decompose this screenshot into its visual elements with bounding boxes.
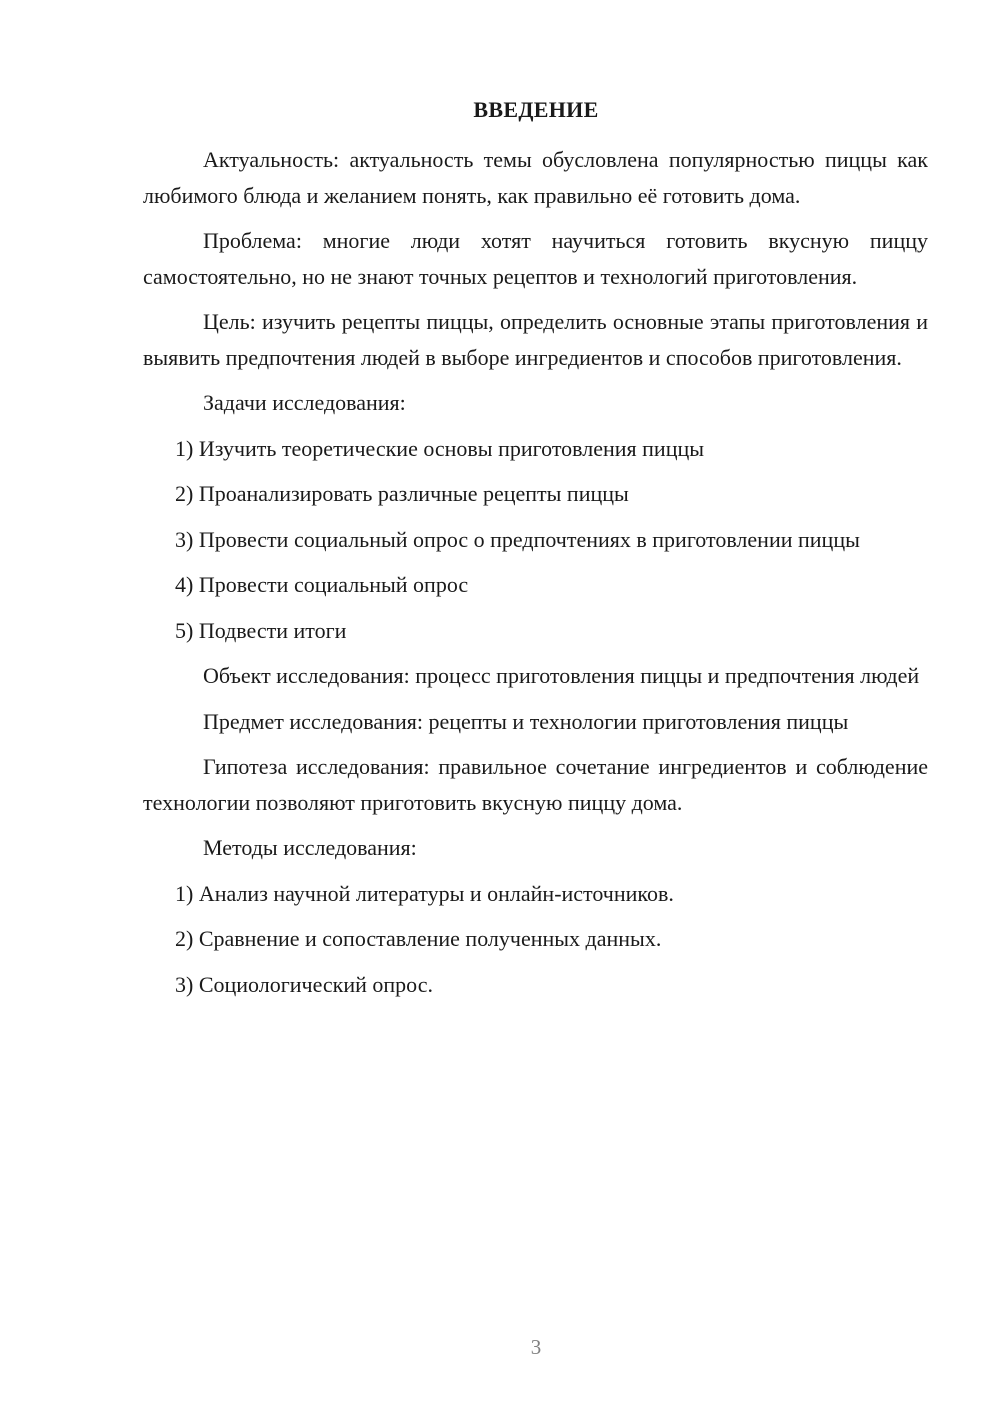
method-item: 2) Сравнение и сопоставление полученных данных.: [175, 926, 662, 951]
tasks-heading: Задачи исследования:: [203, 390, 406, 415]
methods-heading: Методы исследования:: [203, 835, 417, 860]
relevance-paragraph: Актуальность: актуальность темы обусловлена популярностью пиццы как любимого блюда и желанием понять, как правильно её готовить дома.: [143, 147, 928, 208]
task-item: 4) Провести социальный опрос: [175, 572, 469, 597]
hypothesis-paragraph: Гипотеза исследования: правильное сочетание ингредиентов и соблюдение технологии позволяют приготовить вкусную пиццу дома.: [143, 754, 928, 815]
task-item: 2) Проанализировать различные рецепты пиццы: [175, 481, 629, 506]
task-item: 1) Изучить теоретические основы приготовления пиццы: [175, 435, 705, 461]
page-number: 3: [530, 1335, 542, 1359]
goal-paragraph: Цель: изучить рецепты пиццы, определить основные этапы приготовления и выявить предпочтения людей в выборе ингредиентов и способов приготовления.: [143, 309, 928, 370]
section-title: ВВЕДЕНИЕ: [473, 97, 599, 122]
task-item: 5) Подвести итоги: [175, 617, 347, 643]
task-item: 3) Провести социальный опрос о предпочтениях в приготовлении пиццы: [175, 526, 860, 552]
subject-paragraph: Предмет исследования: рецепты и технологии приготовления пиццы: [203, 708, 849, 734]
problem-paragraph: Проблема: многие люди хотят научиться готовить вкусную пиццу самостоятельно, но не знают точных рецептов и технологий приготовления.: [143, 228, 928, 289]
document-body: [143, 142, 928, 1012]
method-item: 1) Анализ научной литературы и онлайн-источников.: [175, 880, 674, 906]
object-paragraph: Объект исследования: процесс приготовления пиццы и предпочтения людей: [203, 663, 920, 688]
method-item: 3) Социологический опрос.: [175, 971, 433, 997]
